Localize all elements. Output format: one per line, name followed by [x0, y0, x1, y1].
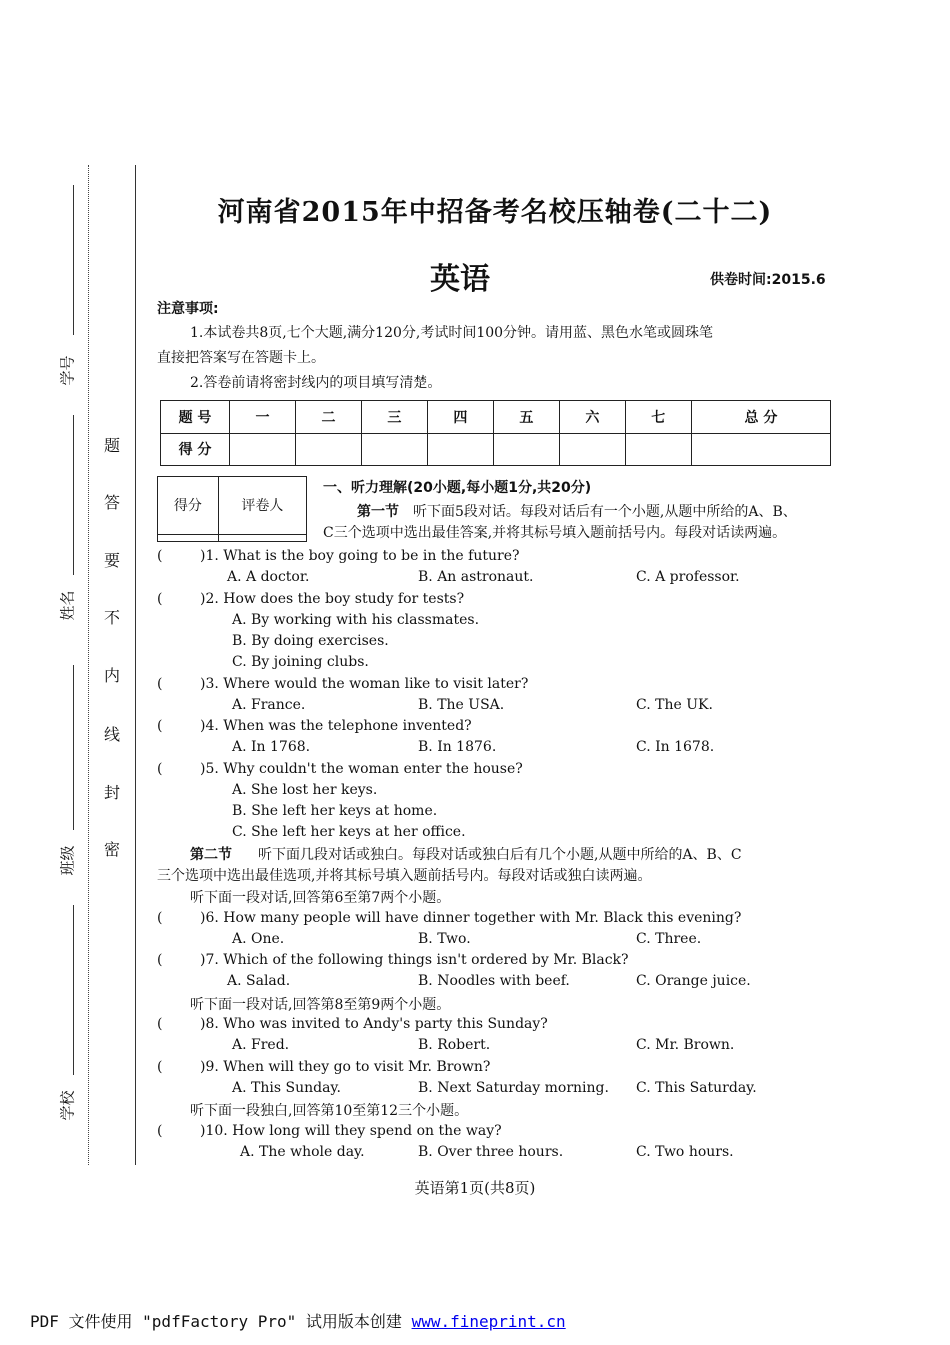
class-label: 班级 — [58, 845, 77, 876]
score-header-cell: 总 分 — [691, 401, 830, 434]
student-id-fill-line — [73, 185, 74, 335]
note-item-2: 2.答卷前请将密封线内的项目填写清楚。 — [190, 375, 442, 391]
score-cell[interactable] — [493, 433, 559, 466]
score-cell[interactable] — [361, 433, 427, 466]
question-stem: )7. Which of the following things isn't ordered by Mr. Black? — [200, 952, 629, 968]
answer-paren[interactable]: ( — [157, 591, 163, 607]
seal-char: 内 — [103, 666, 120, 685]
school-label: 学校 — [58, 1090, 77, 1121]
score-header-cell: 一 — [230, 401, 296, 434]
option-c: C. Orange juice. — [636, 973, 751, 989]
grader-score-label: 得分 — [158, 477, 219, 535]
option-c: C. The UK. — [636, 697, 713, 713]
question-stem: )3. Where would the woman like to visit later? — [200, 676, 529, 692]
part-1-label: 第一节 — [357, 504, 399, 520]
option-a: A. One. — [232, 931, 285, 947]
dialogue-intro: 听下面一段对话,回答第8至第9两个小题。 — [190, 997, 451, 1013]
option-c: C. By joining clubs. — [232, 654, 369, 670]
question-stem: )8. Who was invited to Andy's party this Sunday? — [200, 1016, 548, 1032]
score-cell[interactable] — [295, 433, 361, 466]
issue-date: 供卷时间:2015.6 — [710, 272, 826, 288]
question-stem: )1. What is the boy going to be in the future? — [200, 548, 520, 564]
seal-char: 封 — [103, 783, 120, 802]
section-1-title: 一、听力理解(20小题,每小题1分,共20分) — [323, 480, 592, 496]
score-cell[interactable] — [427, 433, 493, 466]
option-b: B. Next Saturday morning. — [418, 1080, 609, 1096]
option-a: A. In 1768. — [232, 739, 311, 755]
score-header-cell: 七 — [625, 401, 691, 434]
option-c: C. This Saturday. — [636, 1080, 757, 1096]
part-1-instructions-cont: C三个选项中选出最佳答案,并将其标号填入题前括号内。每段对话读两遍。 — [323, 525, 787, 541]
question-stem: )5. Why couldn't the woman enter the house? — [200, 761, 523, 777]
class-fill-line — [73, 665, 74, 830]
answer-paren[interactable]: ( — [157, 952, 163, 968]
option-a: A. Fred. — [232, 1037, 290, 1053]
option-c: C. In 1678. — [636, 739, 715, 755]
option-c: C. Mr. Brown. — [636, 1037, 735, 1053]
part-2-label: 第二节 — [190, 847, 232, 863]
option-b: B. The USA. — [418, 697, 505, 713]
option-c: C. She left her keys at her office. — [232, 824, 466, 840]
score-row-label: 得 分 — [161, 433, 230, 466]
pdf-watermark — [30, 1309, 566, 1332]
option-b: B. She left her keys at home. — [232, 803, 438, 819]
question-stem: )10. How long will they spend on the way? — [200, 1123, 502, 1139]
subject-title: 英语 — [430, 262, 490, 297]
score-cell[interactable] — [691, 433, 830, 466]
seal-char: 密 — [103, 840, 120, 859]
answer-paren[interactable]: ( — [157, 1123, 163, 1139]
part-2-instructions-cont: 三个选项中选出最佳选项,并将其标号填入题前括号内。每段对话或独白读两遍。 — [157, 868, 652, 884]
score-cell[interactable] — [230, 433, 296, 466]
outer-dotted-line — [88, 165, 89, 1165]
score-header-cell: 三 — [361, 401, 427, 434]
option-b: B. Two. — [418, 931, 471, 947]
answer-paren[interactable]: ( — [157, 718, 163, 734]
binding-solid-line — [135, 165, 136, 1165]
page-footer: 英语第1页(共8页) — [414, 1179, 536, 1197]
score-header-cell: 题 号 — [161, 401, 230, 434]
answer-paren[interactable]: ( — [157, 548, 163, 564]
option-a: A. She lost her keys. — [232, 782, 378, 798]
option-c: C. A professor. — [636, 569, 740, 585]
name-fill-line — [73, 415, 74, 575]
score-header-cell: 五 — [493, 401, 559, 434]
grader-name-cell[interactable] — [218, 534, 306, 542]
seal-char: 答 — [103, 493, 120, 512]
school-fill-line — [73, 905, 74, 1075]
score-cell[interactable] — [625, 433, 691, 466]
question-stem: )6. How many people will have dinner together with Mr. Black this evening? — [200, 910, 742, 926]
monologue-intro: 听下面一段独白,回答第10至第12三个小题。 — [190, 1103, 469, 1119]
option-b: B. Over three hours. — [418, 1144, 564, 1160]
grader-name-label: 评卷人 — [218, 477, 306, 535]
part-1-instructions: 听下面5段对话。每段对话后有一个小题,从题中所给的A、B、 — [413, 504, 797, 520]
answer-paren[interactable]: ( — [157, 1016, 163, 1032]
option-b: B. Noodles with beef. — [418, 973, 570, 989]
watermark-text: PDF 文件使用 "pdfFactory Pro" 试用版本创建 — [30, 1312, 412, 1331]
seal-char: 题 — [103, 436, 120, 455]
option-a: A. The whole day. — [240, 1144, 365, 1160]
question-stem: )2. How does the boy study for tests? — [200, 591, 465, 607]
notes-heading: 注意事项: — [157, 301, 219, 317]
part-2-instructions: 听下面几段对话或独白。每段对话或独白后有几个小题,从题中所给的A、B、C — [258, 847, 742, 863]
score-header-cell: 六 — [559, 401, 625, 434]
score-header-cell: 四 — [427, 401, 493, 434]
answer-paren[interactable]: ( — [157, 676, 163, 692]
option-b: B. In 1876. — [418, 739, 497, 755]
score-cell[interactable] — [559, 433, 625, 466]
option-b: B. By doing exercises. — [232, 633, 389, 649]
name-label: 姓名 — [58, 590, 77, 621]
option-a: A. By working with his classmates. — [232, 612, 480, 628]
student-id-label: 学号 — [58, 355, 77, 386]
answer-paren[interactable]: ( — [157, 1059, 163, 1075]
answer-paren[interactable]: ( — [157, 910, 163, 926]
option-a: A. France. — [232, 697, 306, 713]
seal-char: 不 — [103, 608, 120, 627]
note-item-1: 1.本试卷共8页,七个大题,满分120分,考试时间100分钟。请用蓝、黑色水笔或圆珠笔 — [190, 325, 714, 341]
seal-char: 线 — [103, 725, 120, 744]
exam-title: 河南省2015年中招备考名校压轴卷(二十二) — [217, 197, 773, 228]
question-stem: )9. When will they go to visit Mr. Brown? — [200, 1059, 491, 1075]
score-header-cell: 二 — [295, 401, 361, 434]
option-a: A. A doctor. — [227, 569, 310, 585]
note-item-1-cont: 直接把答案写在答题卡上。 — [157, 350, 325, 366]
option-b: B. An astronaut. — [418, 569, 534, 585]
option-a: A. Salad. — [227, 973, 291, 989]
answer-paren[interactable]: ( — [157, 761, 163, 777]
dialogue-intro: 听下面一段对话,回答第6至第7两个小题。 — [190, 890, 451, 906]
grader-box — [157, 476, 307, 542]
option-c: C. Three. — [636, 931, 702, 947]
option-b: B. Robert. — [418, 1037, 491, 1053]
grader-score-cell[interactable] — [158, 534, 219, 542]
option-a: A. This Sunday. — [232, 1080, 341, 1096]
score-table — [160, 400, 831, 466]
option-c: C. Two hours. — [636, 1144, 734, 1160]
seal-char: 要 — [103, 551, 120, 570]
question-stem: )4. When was the telephone invented? — [200, 718, 472, 734]
watermark-link[interactable]: www.fineprint.cn — [411, 1312, 566, 1331]
